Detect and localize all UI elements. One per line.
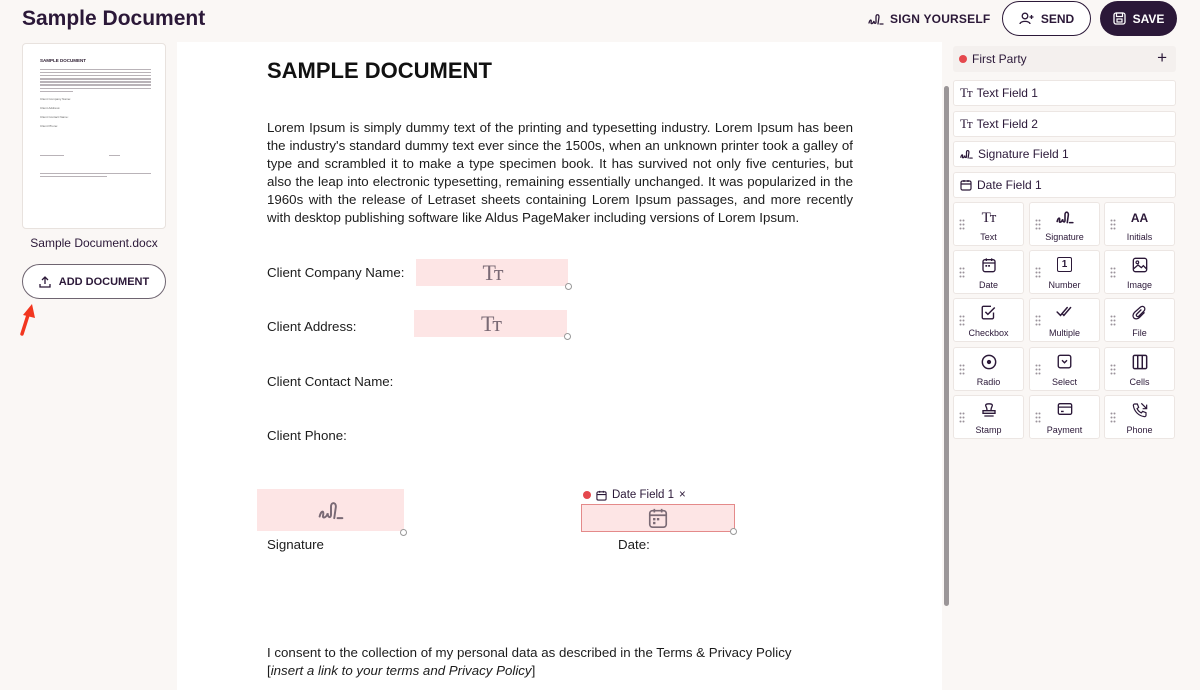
page-title: Sample Document [22, 7, 206, 30]
text-field-1-placeholder[interactable] [416, 259, 568, 286]
text-icon: Tт [480, 310, 501, 336]
thumbnail-label: Client Phone: [40, 123, 59, 128]
calendar-icon [647, 507, 669, 529]
tool-label: Cells [1129, 377, 1150, 387]
send-button[interactable] [1002, 1, 1091, 36]
columns-icon [1132, 354, 1148, 370]
party-name: First Party [972, 52, 1027, 66]
tool-image[interactable] [1104, 250, 1175, 294]
thumbnail-label: Client Company Name: [40, 96, 72, 101]
tool-icon-wrap [1030, 354, 1099, 372]
tool-radio[interactable] [953, 347, 1024, 391]
tool-label: Stamp [975, 425, 1002, 435]
date-field-tag[interactable] [579, 486, 690, 504]
image-icon [1132, 257, 1148, 273]
tool-icon-wrap [1030, 257, 1099, 275]
tool-label: Select [1051, 377, 1077, 387]
party-color-dot [583, 491, 591, 499]
save-icon [1113, 12, 1126, 25]
document-scrollbar[interactable] [944, 86, 949, 606]
party-selector[interactable] [953, 46, 1176, 72]
field-list-item-signature-1[interactable] [953, 141, 1176, 167]
checkbox-icon [981, 305, 996, 320]
double-check-icon [1056, 305, 1074, 319]
consent-line-1: I consent to the collection of my personal data as described in the Terms & Privacy Policy [267, 645, 792, 660]
signature-field-placeholder[interactable] [257, 489, 404, 531]
signature-icon [868, 12, 884, 26]
thumbnail-label: Client Contact Name: [40, 114, 69, 119]
document-title: SAMPLE DOCUMENT [267, 58, 492, 83]
client-contact-label: Client Contact Name: [267, 374, 394, 389]
signature-icon [960, 148, 973, 160]
pointer-arrow-icon [16, 302, 40, 336]
tool-label: Signature [1045, 232, 1084, 242]
tool-phone[interactable] [1104, 395, 1175, 439]
add-document-button[interactable] [22, 264, 166, 299]
tool-initials[interactable] [1104, 202, 1175, 246]
signature-label: Signature [267, 537, 324, 552]
tool-icon-wrap [1030, 209, 1099, 227]
consent-line-2 [267, 662, 792, 680]
document-thumbnail[interactable] [22, 43, 166, 229]
paperclip-icon [1132, 305, 1147, 321]
radio-icon [981, 354, 997, 370]
add-user-icon [1019, 12, 1034, 25]
save-button[interactable] [1100, 1, 1177, 36]
document-canvas[interactable] [177, 42, 942, 690]
tool-multiple[interactable] [1029, 298, 1100, 342]
select-icon [1057, 354, 1072, 369]
bracket-open: [ [267, 663, 271, 678]
sign-yourself-label: SIGN YOURSELF [890, 12, 991, 26]
tool-stamp[interactable] [953, 395, 1024, 439]
field-list-item-text-1[interactable] [953, 80, 1176, 106]
field-list-item-date-1[interactable] [953, 172, 1176, 198]
field-list-label: Text Field 2 [976, 117, 1038, 131]
tool-icon-wrap [1105, 354, 1174, 372]
client-company-label: Client Company Name: [267, 265, 405, 280]
tool-label: Text [980, 232, 997, 242]
tool-icon-wrap [1105, 305, 1174, 323]
tool-icon-wrap [1105, 209, 1174, 227]
tool-label: Number [1048, 280, 1081, 290]
text-icon: Tт [981, 210, 996, 226]
calendar-icon [960, 179, 972, 191]
consent-text [267, 644, 792, 680]
tool-label: Radio [976, 377, 1001, 387]
document-file-name: Sample Document.docx [30, 236, 158, 250]
upload-icon [39, 276, 51, 288]
field-list-label: Text Field 1 [976, 86, 1038, 100]
tool-payment[interactable] [1029, 395, 1100, 439]
phone-call-icon [1132, 402, 1148, 418]
party-color-dot [959, 55, 967, 63]
tool-checkbox[interactable] [953, 298, 1024, 342]
add-party-button[interactable]: + [1157, 48, 1167, 67]
tool-select[interactable] [1029, 347, 1100, 391]
tool-signature[interactable] [1029, 202, 1100, 246]
thumbnail-title: SAMPLE DOCUMENT [40, 58, 86, 63]
tool-icon-wrap [1030, 305, 1099, 323]
credit-card-icon [1057, 402, 1073, 416]
tool-label: Date [978, 280, 998, 290]
tool-icon-wrap [954, 257, 1023, 275]
initials-icon: AA [1130, 211, 1149, 225]
tool-icon-wrap [1105, 257, 1174, 275]
date-field-tag-label: Date Field 1 [612, 489, 675, 501]
sign-yourself-button[interactable] [868, 9, 990, 29]
tool-icon-wrap [1105, 402, 1174, 420]
terms-placeholder-link: insert a link to your terms and Privacy Policy [270, 663, 532, 678]
date-label: Date: [618, 537, 650, 552]
field-list-label: Date Field 1 [977, 178, 1042, 192]
field-list-label: Signature Field 1 [978, 147, 1069, 161]
tool-file[interactable] [1104, 298, 1175, 342]
tool-icon-wrap [1030, 402, 1099, 420]
client-address-label: Client Address: [267, 319, 357, 334]
number-icon: 1 [1057, 257, 1072, 272]
tool-number[interactable] [1029, 250, 1100, 294]
text-icon: Tт [960, 116, 972, 131]
text-field-2-placeholder[interactable] [414, 310, 567, 337]
signature-icon [1056, 209, 1074, 225]
add-document-label: ADD DOCUMENT [58, 275, 150, 288]
tool-icon-wrap [954, 209, 1023, 227]
bracket-close: ] [531, 663, 536, 678]
document-body-text: Lorem Ipsum is simply dummy text of the printing and typesetting industry. Lorem Ipsum has been the industry's standard dummy text ever since the 1500s, when an unknown printer took a galley of type and scrambled it to make a type specimen book. It has survived not only five centuries, but also the leap into electronic typesetting, remaining essentially unchanged. It was popularized in the 1960s with the release of Letraset sheets containing Lorem Ipsum passages, and more recently with desktop publishing software like Aldus PageMaker including versions of Lorem Ipsum. [267, 120, 853, 225]
stamp-icon [981, 402, 997, 418]
tool-date[interactable] [953, 250, 1024, 294]
tool-icon-wrap [954, 402, 1023, 420]
calendar-icon [596, 490, 607, 501]
resize-handle[interactable] [564, 333, 571, 340]
tool-label: Phone [1126, 425, 1153, 435]
tool-label: Payment [1046, 425, 1083, 435]
tool-icon-wrap [954, 305, 1023, 323]
field-list-item-text-2[interactable] [953, 111, 1176, 137]
client-phone-label: Client Phone: [267, 428, 347, 443]
save-label: SAVE [1132, 11, 1165, 26]
tool-text[interactable] [953, 202, 1024, 246]
tool-icon-wrap [954, 354, 1023, 372]
text-icon: Tт [960, 85, 972, 100]
date-field-placeholder[interactable] [581, 504, 735, 532]
tool-label: Multiple [1048, 328, 1080, 338]
tool-cells[interactable] [1104, 347, 1175, 391]
tool-label: Checkbox [968, 328, 1009, 338]
resize-handle[interactable] [400, 529, 407, 536]
tool-label: Initials [1126, 232, 1153, 242]
tool-label: Image [1126, 280, 1152, 290]
tool-label: File [1132, 328, 1147, 338]
calendar-icon [981, 257, 997, 273]
send-label: SEND [1040, 11, 1075, 26]
close-icon[interactable]: × [679, 489, 686, 501]
resize-handle[interactable] [730, 528, 737, 535]
resize-handle[interactable] [565, 283, 572, 290]
signature-icon [318, 498, 344, 522]
thumbnail-label: Client Address: [40, 105, 61, 110]
text-icon: Tт [482, 259, 502, 285]
